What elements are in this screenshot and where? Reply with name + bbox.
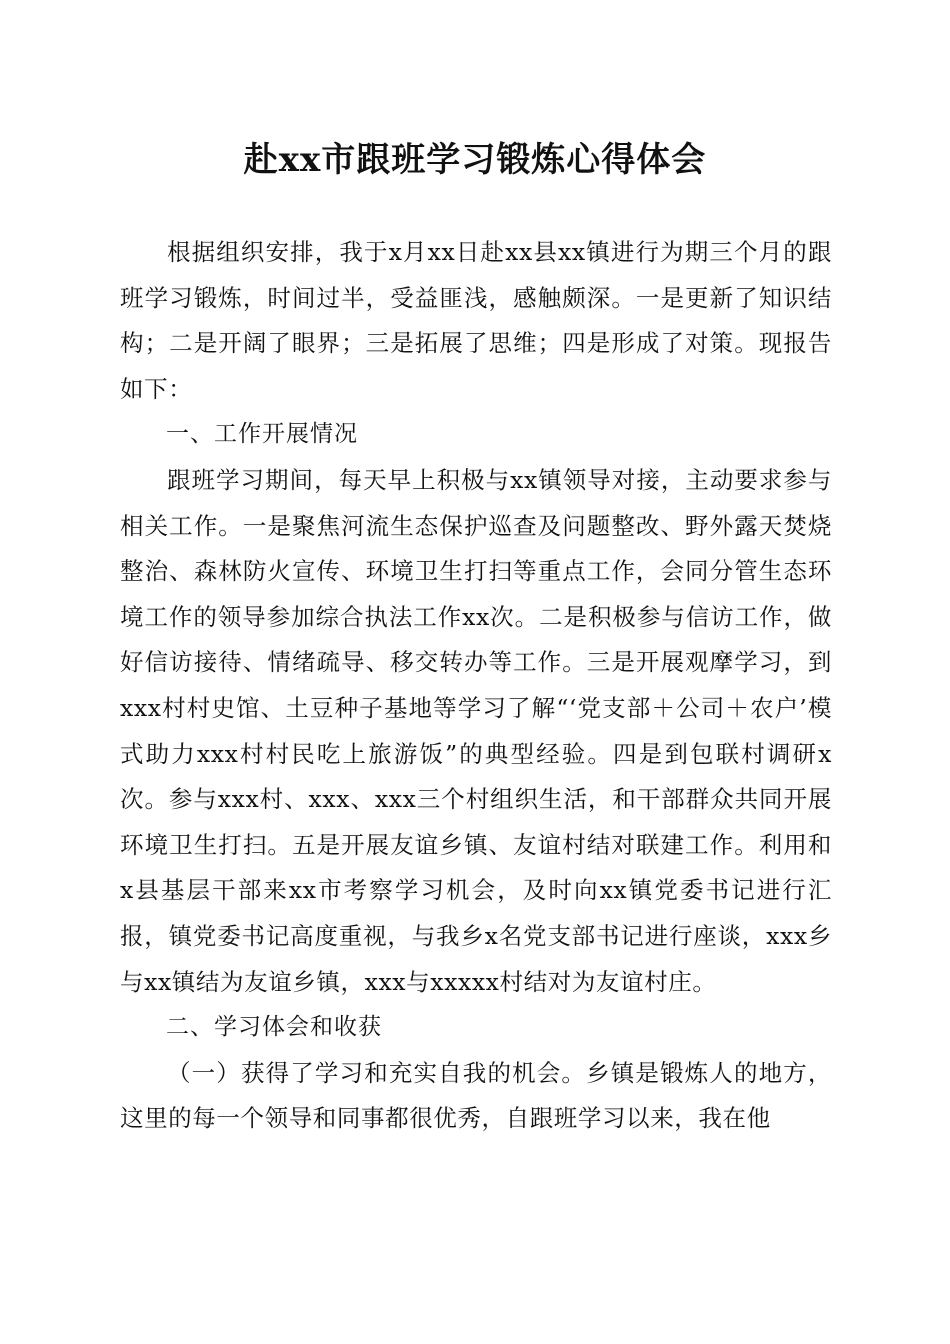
- section-heading-gains: 二、学习体会和收获: [166, 1014, 382, 1041]
- document-title: 赴xx市跟班学习锻炼心得体会: [243, 140, 707, 180]
- intro-paragraph: 根据组织安排，我于x月xx日赴xx县xx镇进行为期三个月的跟班学习锻炼，时间过半，受益匪浅，感触颇深。一是更新了知识结构；二是开阔了眼界；三是拓展了思维；四是形成了对策。现报告如下：: [120, 238, 832, 403]
- document-body: [120, 230, 832, 1142]
- section-body-gains: （一）获得了学习和充实自我的机会。乡镇是锻炼人的地方，这里的每一个领导和同事都很优秀，自跟班学习以来，我在他: [120, 1058, 832, 1133]
- section-heading-work: 一、工作开展情况: [166, 421, 358, 448]
- section-body-work: 跟班学习期间，每天早上积极与xx镇领导对接，主动要求参与相关工作。一是聚焦河流生态保护巡查及问题整改、野外露天焚烧整治、森林防火宣传、环境卫生打扫等重点工作，会同分管生态环境工作的领导参加综合执法工作xx次。二是积极参与信访工作，做好信访接待、情绪疏导、移交转办等工作。三是开展观摩学习，到xxx村村史馆、土豆种子基地等学习了解“‘党支部＋公司＋农户’模式助力xxx村村民吃上旅游饭”的典型经验。四是到包联村调研x次。参与xxx村、xxx、xxx三个村组织生活，和干部群众共同开展环境卫生打扫。五是开展友谊乡镇、友谊村结对联建工作。利用和x县基层干部来xx市考察学习机会，及时向xx镇党委书记进行汇报，镇党委书记高度重视，与我乡x名党支部书记进行座谈，xxx乡与xx镇结为友谊乡镇，xxx与xxxxx村结对为友谊村庄。: [120, 465, 832, 996]
